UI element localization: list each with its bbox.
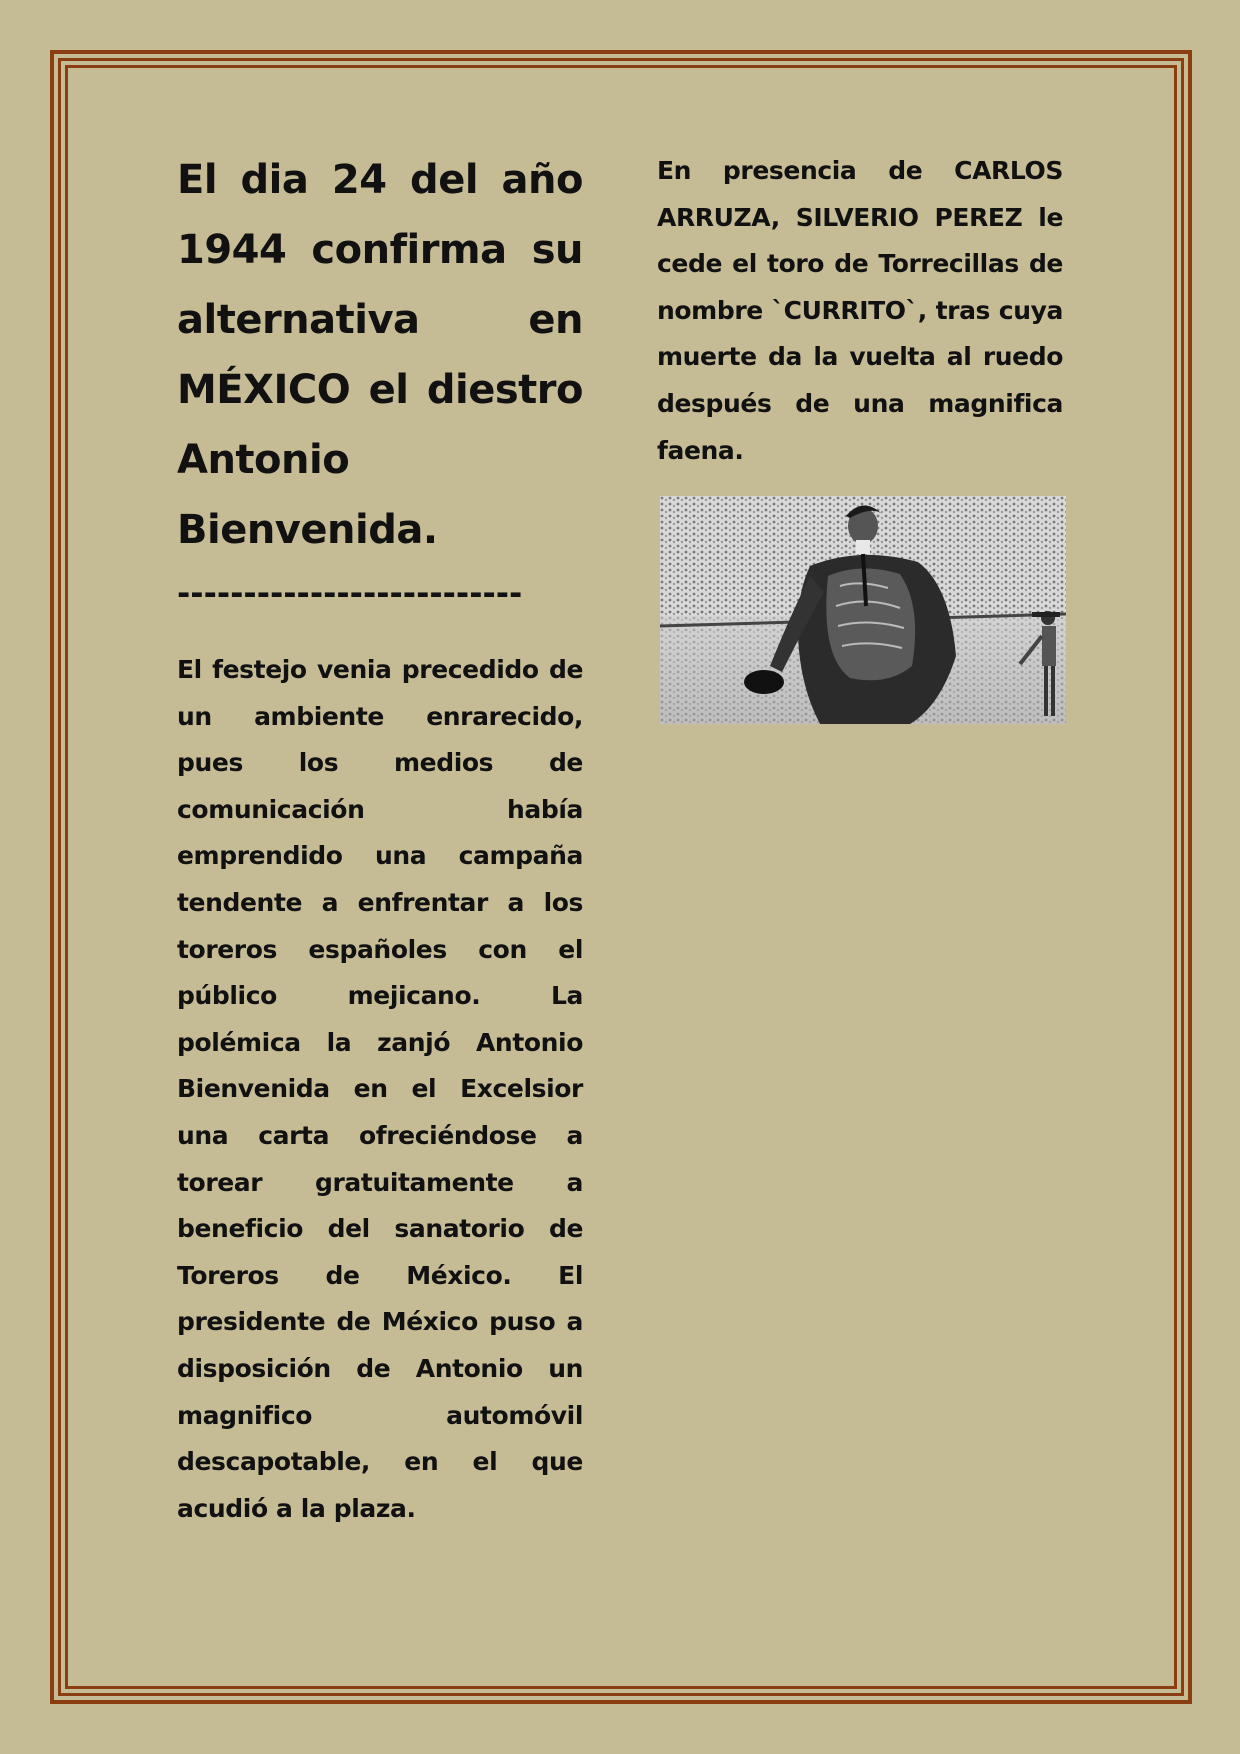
dashed-separator: -------------------------- xyxy=(177,574,523,612)
photo-illustration xyxy=(660,496,1066,724)
side-paragraph: En presencia de CARLOS ARRUZA, SILVERIO PEREZ le cede el toro de Torrecillas de nombre `CURRITO`, tras cuya muerte da la vuelta al ruedo después de una magnifica faena. xyxy=(657,156,1063,465)
left-column xyxy=(177,145,583,1532)
right-column xyxy=(657,148,1063,474)
headline: El dia 24 del año 1944 confirma su alternativa en MÉXICO el diestro Antonio Bienvenida. xyxy=(177,157,583,553)
bullfighter-photo xyxy=(660,496,1066,724)
body-paragraph: El festejo venia precedido de un ambiente enrarecido, pues los medios de comunicación había emprendido una campaña tendente a enfrentar a los toreros españoles con el público mejicano. La polémica la zanjó Antonio Bienvenida en el Excelsior una carta ofreciéndose a torear gratuitamente a beneficio del sanatorio de Toreros de México. El presidente de México puso a disposición de Antonio un magnifico automóvil descapotable, en el que acudió a la plaza. xyxy=(177,655,583,1523)
